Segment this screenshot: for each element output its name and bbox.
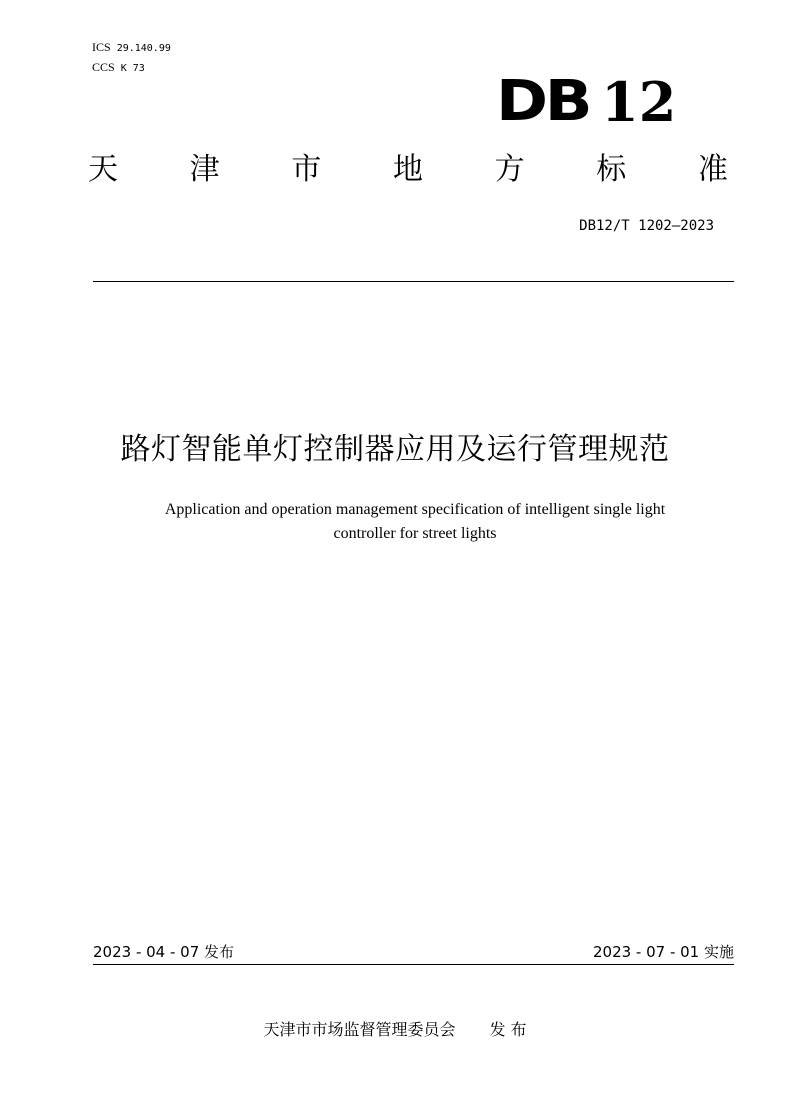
publisher-line bbox=[0, 1018, 790, 1042]
document-title-cn: 路灯智能单灯控制器应用及运行管理规范 bbox=[120, 432, 670, 467]
ccs-row bbox=[92, 58, 171, 78]
standard-type-char: 市 bbox=[291, 152, 322, 187]
ics-label: ICS bbox=[92, 40, 111, 54]
implementation-date: 2023 - 07 - 01 实施 bbox=[592, 943, 734, 961]
standard-type-char: 标 bbox=[596, 152, 627, 187]
ccs-label: CCS bbox=[92, 60, 115, 74]
issue-date: 2023 - 04 - 07 发布 bbox=[93, 943, 235, 961]
document-title-en-line: controller for street lights bbox=[333, 525, 497, 542]
db-logo-number: 12 bbox=[601, 70, 677, 134]
standard-type-char: 津 bbox=[189, 152, 220, 187]
standard-type-char: 准 bbox=[697, 152, 728, 187]
db-logo bbox=[496, 66, 677, 134]
classification-block bbox=[92, 38, 171, 78]
document-title-en bbox=[95, 498, 735, 546]
standard-type-char: 方 bbox=[494, 152, 525, 187]
ics-code: 29.140.99 bbox=[116, 43, 171, 54]
publisher-action: 发 布 bbox=[489, 1020, 527, 1039]
ics-row bbox=[92, 38, 171, 58]
standard-number: DB12/T 1202—2023 bbox=[579, 218, 714, 234]
bottom-divider bbox=[93, 964, 734, 965]
top-divider bbox=[93, 281, 734, 282]
db-logo-prefix: DB bbox=[496, 69, 590, 134]
standard-type-char: 地 bbox=[392, 152, 423, 187]
publisher-name: 天津市市场监督管理委员会 bbox=[263, 1020, 456, 1039]
ccs-code: K 73 bbox=[120, 63, 145, 74]
standard-type-heading bbox=[88, 150, 728, 190]
standard-type-char: 天 bbox=[88, 152, 118, 187]
document-title-en-line: Application and operation management specification of intelligent single light bbox=[164, 501, 666, 518]
